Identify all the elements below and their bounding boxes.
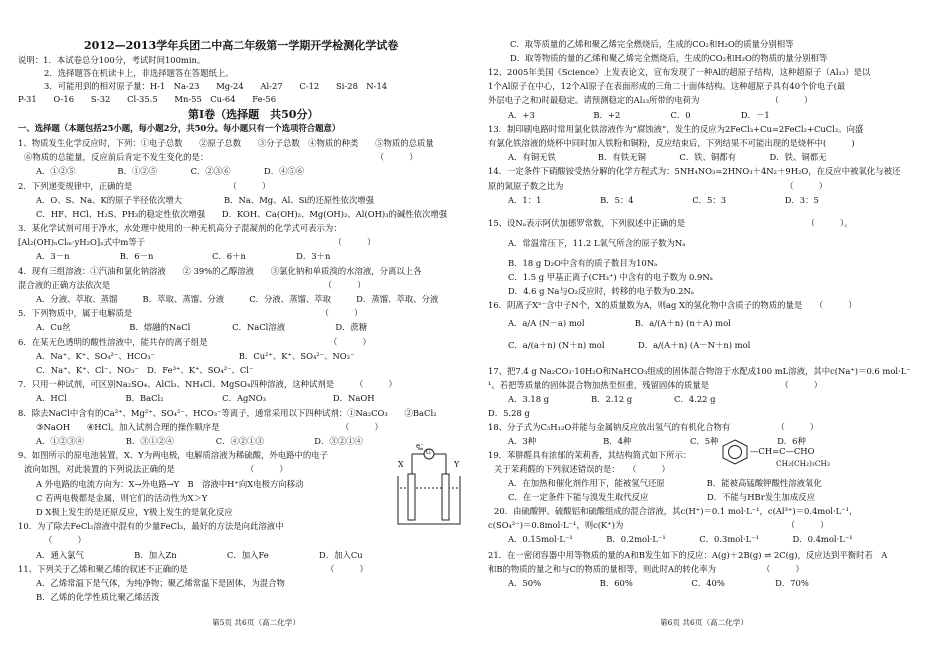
option-line: A．在加热和催化剂作用下，能被氢气还原 B．能被高锰酸钾酸性溶液氧化 xyxy=(508,478,822,488)
option-line: A．常温常压下，11.2 L氧气所含的原子数为Nₐ xyxy=(508,238,686,248)
option-line: A．50% B．60% C．40% D．70% xyxy=(508,578,809,588)
option-line: A．乙烯常温下是气体，为纯净物；聚乙烯常温下是固体，为混合物 xyxy=(36,578,285,588)
option-line: A．0.15mol·L⁻¹ B．0.2mol·L⁻¹ C．0.3mol·L⁻¹ D．0.4mol·L⁻¹ xyxy=(508,534,853,544)
electrode-x-label: X xyxy=(398,460,404,469)
question-line: 15、设Nₐ表示阿伏加德罗常数，下列叙述中正确的是 （ ）。 xyxy=(488,218,853,228)
option-line: B．18 g D₂O中含有的质子数目为10Nₐ xyxy=(508,258,658,268)
question-line: 9、如图所示的原电池装置，X、Y为两电极，电解质溶液为稀硫酸，外电路中的电子 xyxy=(18,450,328,460)
question-line: 原的氮原子数之比为 （ ） xyxy=(488,181,828,191)
instruction-line: P-31 O-16 S-32 Cl-35.5 Mn-55 Cu-64 Fe-56 xyxy=(18,94,277,104)
question-line: 1个Al原子在中心，12个Al原子在表面形成的三角二十面体结构。这种超原子具有40个价电子(最 xyxy=(488,81,846,91)
option-line: A．3.18 g B．2.12 g C．4.22 g xyxy=(508,394,716,404)
question-line: 和B的物质的量之和与C的物质的量相等，则此时A的转化率为 （ ） xyxy=(488,564,804,574)
galvanometer-label: G xyxy=(426,449,431,456)
question-line: 12、2005年美国《Science》上发表论文，宣布发现了一种Al的超原子结构，这种超原子（Al₁₃）是以 xyxy=(488,67,871,77)
question-line: 3．某化学试剂可用于净水，水处理中使用的一种无机高分子混凝剂的化学式可表示为： xyxy=(18,223,342,233)
option-line: C．取等质量的乙烯和聚乙烯完全燃烧后，生成的CO₂和H₂O的质量分别相等 xyxy=(510,39,794,49)
option-line: D．4.6 g Na与O₂反应时，转移的电子数为0.2Nₐ xyxy=(508,286,695,296)
question-line: 有氯化铁溶液的烧杯中同时加入铁粉和铜粉，反应结束后，下列结果不可能出现的是烧杯中( ) xyxy=(488,138,855,148)
option-line: A．①②③④ B．③①②④ C．④②①③ D．③②①④ xyxy=(36,436,363,446)
option-line: D．取等物质的量的乙烯和聚乙烯完全燃烧后，生成的CO₂和H₂O的物质的量分别相等 xyxy=(510,53,828,63)
option-line: A 外电路的电流方向为：X→外电路→Y B 溶液中H⁺向X电极方向移动 xyxy=(36,479,304,489)
question-line: 混合液的正确方法依次是 （ ） xyxy=(18,280,366,290)
jasminaldehyde-structure xyxy=(720,438,920,478)
question-line: 17、把7.4 g Na₂CO₃·10H₂O和NaHCO₃组成的固体混合物溶于水配成100 mL溶液，其中c(Na⁺)＝0.6 mol·L⁻ xyxy=(488,366,911,376)
section-instruction: 一、选择题（本题包括25小题，每小题2分，共50分。每小题只有一个选项符合题意） xyxy=(18,123,341,133)
electron-label: e⁻ xyxy=(416,442,424,450)
option-line: A．分液、萃取、蒸馏 B．萃取、蒸馏、分液 C．分液、蒸馏、萃取 D．蒸馏、萃取、分液 xyxy=(36,294,439,304)
option-line: A．O、S、Na、K的原子半径依次增大 B．Na、Mg、Al、Si的还原性依次增强 xyxy=(36,195,375,205)
question-line: 2．下列递变规律中，正确的是 （ ） xyxy=(18,181,271,191)
question-line: 18、分子式为C₅H₁₂O并能与金属钠反应放出氢气的有机化合物有 （ ） xyxy=(488,422,819,432)
option-line: C．在一定条件下能与溴发生取代反应 D．不能与HBr发生加成反应 xyxy=(508,492,815,502)
question-line: 外层电子之和)时最稳定。请预测稳定的Al₁₃所带的电荷为 （ ） xyxy=(488,95,813,105)
question-line: （ ） xyxy=(44,535,86,545)
option-line: A．+3 B．+2 C．0 D．－1 xyxy=(508,110,770,120)
instruction-line: 2．选择题答在机读卡上，非选择题答在答题纸上。 xyxy=(44,68,234,78)
question-line: 6．在某无色透明的酸性溶液中，能共存的离子组是 （ ） xyxy=(18,337,371,347)
question-line: 8．除去NaCl中含有的Ca²⁺、Mg²⁺、SO₄²⁻、HCO₃⁻等离子，通常采用以下四种试剂：①Na₂CO₃ ②BaCl₂ xyxy=(18,408,437,418)
question-line: 13．制印刷电路时常用氯化铁溶液作为“腐蚀液”，发生的反应为2FeCl₃+Cu=2FeCl₂+CuCl₂。向盛 xyxy=(488,124,864,134)
structure-substituent-label: CH₂(CH₂)₃CH₃ xyxy=(776,459,830,468)
structure-chain-label: —CH=C—CHO xyxy=(750,446,815,456)
question-line: 关于茉莉醛的下列叙述错误的是： （ ） xyxy=(494,464,670,474)
option-line: A．Cu丝 B．熔融的NaCl C．NaCl溶液 D．蔗糖 xyxy=(36,322,368,332)
question-line: 7．只用一种试剂，可区别Na₂SO₄、AlCl₃、NH₄Cl、MgSO₄四种溶液，这种试剂是 （ ） xyxy=(18,379,397,389)
option-line: A．HCl B．BaCl₂ C．AgNO₃ D．NaOH xyxy=(36,393,375,403)
instruction-line: 3．可能用到的相对原子量：H-1 Na-23 Mg-24 Al-27 C-12 Si-28 N-14 xyxy=(44,81,388,91)
question-line: 16．阴离子Xⁿ⁻含中子N个，X的质量数为A，则ag X的氢化物中含质子的物质的量是 （ ） xyxy=(488,300,857,310)
exam-title: 2012—2013学年兵团二中高二年级第一学期开学检测化学试卷 xyxy=(84,39,399,52)
question-line: 1、物质发生化学反应时，下列：①电子总数 ②原子总数 ③分子总数 ④物质的种类 ⑤物质的总质量 xyxy=(18,138,434,148)
question-line: [Al₂(OH)ₙClₘ·yH₂O]ₓ式中m等于 （ ） xyxy=(18,237,376,247)
option-line: A．通入氯气 B．加入Zn C．加入Fe D．加入Cu xyxy=(36,550,363,560)
question-line: 14．一定条件下硝酸铵受热分解的化学方程式为：5NH₄NO₃=2HNO₃＋4N₂＋9H₂O，在反应中被氧化与被还 xyxy=(488,166,901,176)
question-line: 21．在一密闭容器中用等物质的量的A和B发生如下的反应：A(g)＋2B(g) ⇌ 2C(g)，反应达到平衡时若 A xyxy=(488,550,888,560)
question-line: ③NaOH ④HCl。加入试剂合理的操作顺序是 （ ） xyxy=(36,422,383,432)
galvanic-cell-figure xyxy=(390,444,468,530)
question-line: 5．下列物质中，属于电解质是 （ ） xyxy=(18,308,363,318)
question-line: 4．现有三组溶液：①汽油和氯化钠溶液 ② 39%的乙醇溶液 ③氯化钠和单质溴的水溶液，分离以上各 xyxy=(18,266,422,276)
option-line: A．①②⑤ B．①②⑤ C．②③⑥ D．④⑤⑥ xyxy=(36,166,305,176)
question-line: 19．苯肼醛具有浓郁的茉莉香，其结构简式如下所示： xyxy=(488,450,692,460)
question-line: 流向如图，对此装置的下列说法正确的是 （ ） xyxy=(24,464,288,474)
option-line: C．Na⁺、K⁺、Cl⁻、NO₃⁻ D．Fe³⁺、K⁺、SO₄²⁻、Cl⁻ xyxy=(36,365,254,375)
question-line: 10．为了除去FeCl₂溶液中混有的少量FeCl₃，最好的方法是向此溶液中 xyxy=(18,521,284,531)
question-line: 11、下列关于乙烯和聚乙烯的叙述不正确的是 （ ） xyxy=(18,564,368,574)
page-footer: 第5页 共6页（高二化学） xyxy=(212,618,301,627)
option-line: A．1：1 B．5：4 C．5：3 D．3：5 xyxy=(508,195,819,205)
option-line: D．5.28 g xyxy=(488,408,530,418)
option-line: C．a/(a＋n) (N＋n) mol D．a/(A＋n) (A－N＋n) mol xyxy=(508,340,751,350)
option-line: C．1.5 g 甲基正离子(CH₃⁺) 中含有的电子数为 0.9Nₐ xyxy=(508,272,713,282)
option-line: A．3－n B．6－n C．6＋n D．3＋n xyxy=(36,251,331,261)
option-line: C．HF、HCl、H₂S、PH₃的稳定性依次增强 D．KOH、Ca(OH)₂、Mg(OH)₂、Al(OH)₃的碱性依次增强 xyxy=(36,209,448,219)
option-line: A．3种 B．4种 C．5种 D．6种 xyxy=(508,436,806,446)
option-line: D X极上发生的是还原反应，Y极上发生的是氧化反应 xyxy=(36,507,233,517)
option-line: A．有铜无铁 B．有铁无铜 C．铁、铜都有 D．铁、铜都无 xyxy=(508,152,827,162)
question-line: ¹。若把等质量的固体混合物加热至恒重，残留固体的质量是 （ ） xyxy=(488,380,823,390)
instruction-line: 说明：1．本试卷总分100分，考试时间100min。 xyxy=(18,55,206,65)
section-title: 第Ⅰ卷（选择题 共50分） xyxy=(188,108,319,121)
option-line: A．a/A (N－a) mol B．a/(A＋n) (n＋A) mol xyxy=(508,318,731,328)
question-line: ⑥物质的总能量，反应前后肯定不发生变化的是： （ ） xyxy=(24,152,418,162)
option-line: B．乙烯的化学性质比聚乙烯活泼 xyxy=(36,592,160,602)
option-line: A．Na⁺、K⁺、SO₄²⁻、HCO₃⁻ B．Cu²⁺、K⁺、SO₄²⁻、NO₃⁻ xyxy=(36,351,355,361)
option-line: C 若两电极都是金属，则它们的活动性为X＞Y xyxy=(36,493,208,503)
question-line: 20．由硫酸钾、硫酸铝和硫酸组成的混合溶液，其c(H⁺)＝0.1 mol·L⁻¹，c(Al³⁺)＝0.4mol·L⁻¹， xyxy=(494,506,858,516)
question-line: c(SO₄²⁻)＝0.8mol·L⁻¹，则c(K⁺)为 （ ） xyxy=(488,520,829,530)
electrode-y-label: Y xyxy=(454,460,460,469)
page-footer: 第6页 共6页（高二化学） xyxy=(660,618,749,627)
